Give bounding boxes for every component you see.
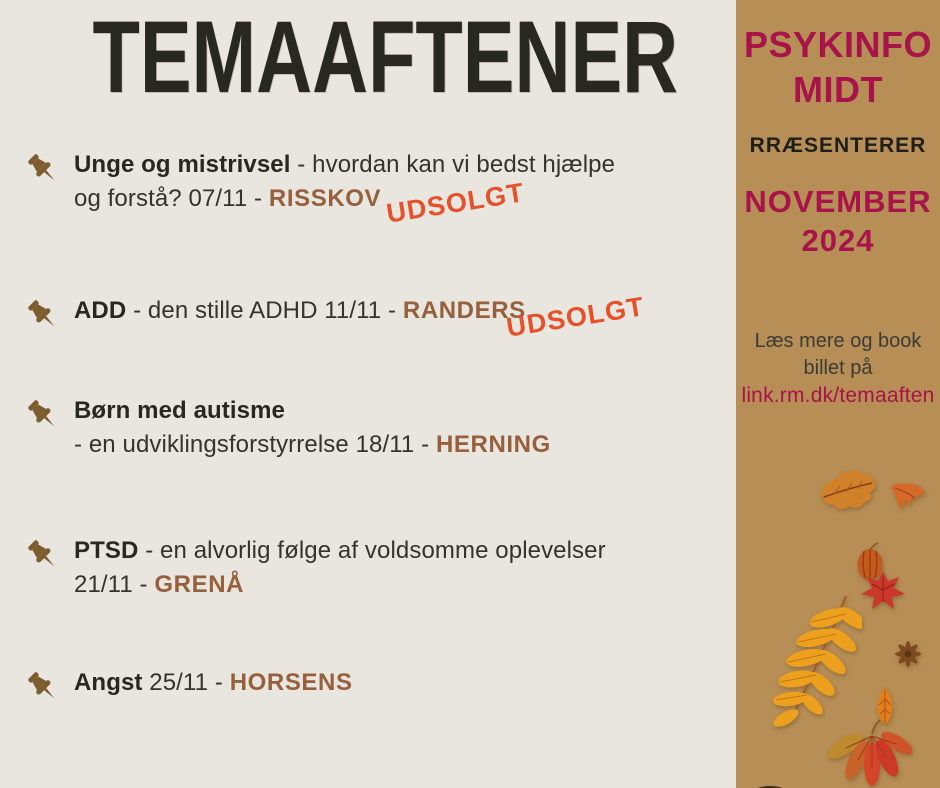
- pushpin-icon: [24, 296, 62, 343]
- event-location: HORSENS: [229, 669, 353, 696]
- event-topic: Børn med autisme: [74, 397, 285, 424]
- event-line: [74, 148, 615, 182]
- event-line: [74, 428, 551, 462]
- event-line: [74, 568, 606, 602]
- event-text: [74, 294, 526, 328]
- event-location: GRENÅ: [154, 571, 245, 598]
- event-date: 21/11 -: [74, 571, 155, 598]
- month-line1: NOVEMBER: [744, 184, 932, 219]
- event-date: 25/11 -: [142, 669, 230, 696]
- event-date: og forstå? 07/11 -: [74, 185, 269, 212]
- event-line: [74, 182, 615, 216]
- soldout-badge: UDSOLGT: [384, 177, 527, 229]
- event-topic: Angst: [74, 669, 143, 696]
- event-topic: ADD: [74, 297, 127, 324]
- pushpin-icon: [24, 396, 62, 443]
- event-item-ptsd: [24, 534, 724, 602]
- star-anise-image: [892, 636, 924, 677]
- event-line: [74, 394, 551, 428]
- event-topic: PTSD: [74, 537, 139, 564]
- event-description: - hvordan kan vi bedst hjælpe: [290, 151, 616, 178]
- oak-leaf-image: [816, 466, 878, 523]
- event-location: HERNING: [435, 431, 551, 458]
- soldout-badge: UDSOLGT: [504, 291, 647, 343]
- event-line: [74, 534, 606, 568]
- event-text: [74, 148, 615, 216]
- event-line: [74, 294, 526, 328]
- cta-line1: Læs mere og book: [754, 330, 922, 352]
- event-text: [74, 394, 551, 462]
- presents-label: RRÆSENTERER: [749, 134, 927, 157]
- pushpin-icon: [24, 536, 62, 583]
- page-title: TEMAAFTENER: [92, 0, 679, 114]
- month-line2: 2024: [801, 223, 875, 258]
- event-item-add: [24, 291, 724, 343]
- title-wrap: [0, 0, 736, 114]
- event-description: - en udviklingsforstyrrelse 18/11 -: [74, 431, 436, 458]
- event-location: RANDERS: [402, 297, 526, 324]
- brand-line1: PSYKINFO: [743, 24, 933, 65]
- cta-line2: billet på: [803, 357, 873, 379]
- event-location: RISSKOV: [268, 185, 382, 212]
- sidebar: [736, 0, 940, 788]
- leaf-sliver-image: [750, 780, 790, 788]
- leaf-fragment-image: [889, 480, 927, 519]
- event-item-unge-og-mistrivsel: [24, 148, 724, 229]
- event-text: [74, 666, 353, 700]
- brand-line2: MIDT: [793, 69, 883, 110]
- pushpin-icon: [24, 150, 62, 197]
- maple-leaf-image: [860, 570, 906, 617]
- creeper-leaf-image: [828, 716, 912, 788]
- pushpin-icon: [24, 668, 62, 715]
- event-description: - den stille ADHD 11/11 -: [126, 297, 403, 324]
- cta-text: [736, 328, 940, 382]
- brand-logo: [736, 22, 940, 112]
- event-item-angst: [24, 666, 724, 715]
- booking-link[interactable]: link.rm.dk/temaaften: [741, 384, 935, 407]
- event-item-boern-med-autisme: [24, 394, 724, 462]
- month-label: [736, 182, 940, 260]
- event-line: [74, 666, 353, 700]
- event-text: [74, 534, 606, 602]
- event-topic: Unge og mistrivsel: [74, 151, 291, 178]
- event-description: - en alvorlig følge af voldsomme oplevelser: [138, 537, 606, 564]
